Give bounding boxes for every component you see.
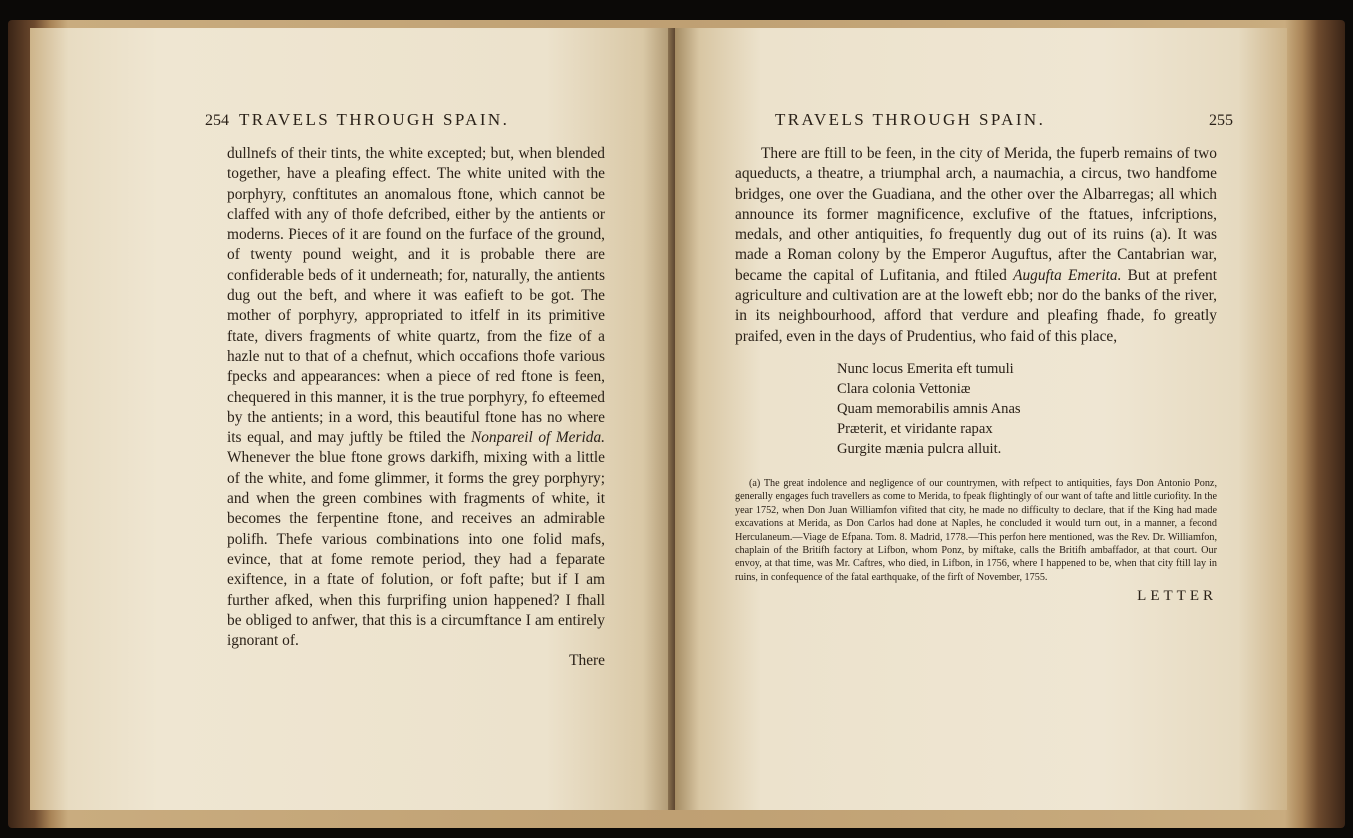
- latin-poem: [837, 359, 1217, 459]
- augusta-emerita-name: Augufta Emerita.: [1013, 266, 1122, 284]
- poem-line: Nunc locus Emerita eft tumuli: [837, 360, 1014, 377]
- right-running-title: TRAVELS THROUGH SPAIN.: [775, 110, 1046, 129]
- left-body-text: [227, 144, 605, 651]
- left-catchword: There: [569, 652, 605, 670]
- poem-line: Clara colonia Vettoniæ: [837, 380, 971, 397]
- left-page: [30, 28, 675, 810]
- right-page: [675, 28, 1287, 810]
- right-catchword: LETTER: [1137, 588, 1217, 605]
- poem-line: Gurgite mænia pulcra alluit.: [837, 440, 1002, 457]
- poem-line: Præterit, et viridante rapax: [837, 420, 993, 437]
- left-running-title: TRAVELS THROUGH SPAIN.: [239, 110, 510, 129]
- left-running-head: [205, 110, 605, 136]
- right-paragraph: There are ftill to be feen, in the city of Merida, the fuperb remains of two aqueducts, a theatre, a triumphal arch, a naumachia, a circus, two handfome bridges, one over the Guadiana, and the other over the Albarregas; all which announce its former magnificence, exclufive of the ftatues, infcriptions, medals, and other antiquities, fo frequently dug out of its ruins (a). It was made a Roman colony by the Emperor Auguftus, after the Cantabrian war, became the capital of Lufitania, and ftiled Augufta Emerita. But at prefent agriculture and cultivation are at the loweft ebb; nor do the banks of the river, in its neighbourhood, afford that verdure and pleafing fhade, fo greatly praifed, even in the days of Prudentius, who faid of this place,: [735, 145, 1217, 345]
- poem-line: Quam memorabilis amnis Anas: [837, 400, 1021, 417]
- right-body-text: [735, 144, 1217, 347]
- right-running-head: [735, 110, 1233, 136]
- left-page-number: 254: [205, 112, 229, 129]
- nonpareil-name: Nonpareil of Merida.: [470, 429, 605, 447]
- footnote: (a) The great indolence and negligence of our countrymen, with refpect to antiquities, fays Don Antonio Ponz, generally engages fuch travellers as come to Merida, to fpeak flightingly of our want of tafte and little curiofity. In the year 1752, when Don Juan Williamfon vifited that city, he made no difficulty to declare, that if the King had made excavations at Merida, as Don Carlos had done at Naples, he concluded it would turn out, in a manner, a fecond Herculaneum.—Viage de Efpana. Tom. 8. Madrid, 1778.—This perfon here mentioned, was the Rev. Dr. Williamfon, chaplain of the Britifh factory at Lifbon, whom Ponz, by miftake, calls the Britifh ambaffador, at that court. Our envoy, at that time, was Mr. Caftres, who died, in Lifbon, in 1756, where I happened to be, when that city ftill lay in ruins, in confequence of the fatal earthquake, of the firft of November, 1755.: [735, 477, 1217, 583]
- right-page-number: 255: [1209, 112, 1233, 129]
- left-paragraph: dullnefs of their tints, the white excepted; but, when blended together, have a pleafing effect. The white united with the porphyry, conftitutes an anomalous ftone, which cannot be claffed with any of thofe defcribed, either by the antients or moderns. Pieces of it are found on the furface of the ground, of twenty pound weight, and it is probable there are confiderable beds of it underneath; for, naturally, the antients dug out the beft, and where it was eafieft to be got. The mother of porphyry, appropriated to itfelf in its primitive ftate, divers fragments of white quartz, from the fize of a hazle nut to that of a chefnut, which occafions thofe various fpecks and appearances: when a piece of red ftone is feen, chequered in this manner, it is the true porphyry, fo efteemed by the antients; in a word, this beautiful ftone has no where its equal, and may juftly be ftiled the Nonpareil of Merida. Whenever the blue ftone grows darkifh, mixing with a little of the white, and fome glimmer, it forms the grey porphyry; and when the green combines with fragments of white, it becomes the ferpentine ftone, and receives an admirable polifh. Thefe various combinations into one folid mafs, evince, that at fome remote period, they had a feparate exiftence, in a ftate of folution, or foft pafte; but if I am further afked, when this furprifing union happened? I fhall be obliged to anfwer, that this is a circumftance I am entirely ignorant of.: [227, 145, 605, 650]
